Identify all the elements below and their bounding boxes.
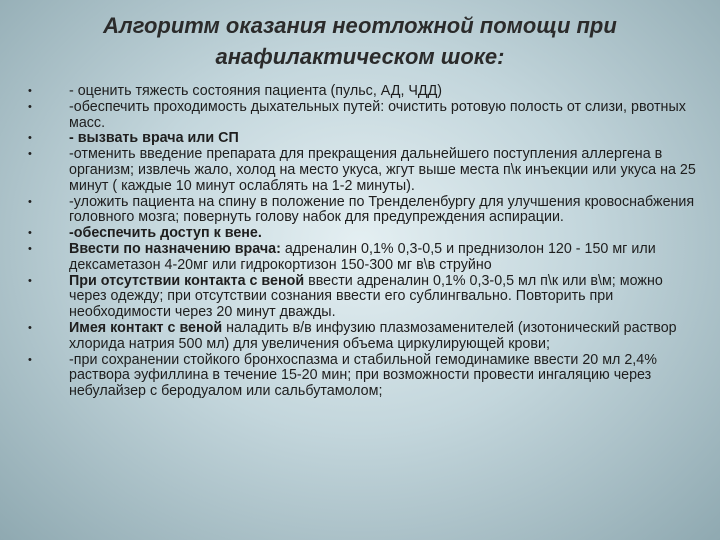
bullet-icon: •	[28, 321, 32, 334]
item-bold-text: При отсутствии контакта с веной	[69, 272, 305, 289]
item-bold-text: - вызвать врача или СП	[69, 130, 239, 147]
bullet-icon: •	[28, 100, 32, 113]
item-bold-text: -обеспечить доступ к вене.	[69, 225, 262, 242]
item-text: -отменить введение препарата для прекращения дальнейшего поступления аллергена в организм; извлечь жало, холод на место укуса, жгут выше места п\к инъекции или укуса на 25 минут ( каждые 10 минут ослаблять на 1-2 минуты).	[69, 146, 696, 194]
title-line-1: Алгоритм оказания неотложной помощи при	[103, 13, 617, 38]
list-item	[28, 242, 698, 274]
list-item	[28, 147, 698, 194]
item-text: -обеспечить проходимость дыхательных путей: очистить ротовую полость от слизи, рвотных масс.	[69, 98, 686, 131]
list-item	[28, 321, 698, 353]
list-item	[28, 353, 698, 400]
list-item	[28, 84, 698, 100]
bullet-icon: •	[28, 353, 32, 366]
list-item	[28, 131, 698, 147]
bullet-icon: •	[28, 227, 32, 240]
item-bold-text: Имея контакт с веной	[69, 319, 223, 336]
list-item	[28, 195, 698, 227]
bullet-icon: •	[28, 242, 32, 255]
item-text: наладить в/в инфузию плазмозаменителей (изотонический раствор хлорида натрия 500 мл) для увеличения объема циркулирующей крови;	[69, 319, 677, 352]
item-bold-text: Ввести по назначению врача:	[69, 240, 281, 257]
item-text: -при сохранении стойкого бронхоспазма и стабильной гемодинамике ввести 20 мл 2,4% раствора эуфиллина в течение 15-20 мин; при возможности провести ингаляцию через небулайзер с беродуалом или сальбутамолом;	[69, 351, 657, 400]
item-text: - оценить тяжесть состояния пациента (пульс, АД, ЧДД)	[69, 83, 443, 99]
list-item	[28, 274, 698, 321]
item-text: -уложить пациента на спину в положение по Тренделенбургу для улучшения кровоснабжения головного мозга; повернуть голову набок для предупреждения аспирации.	[69, 193, 695, 226]
list-item	[28, 100, 698, 132]
slide-title	[40, 10, 680, 72]
bullet-icon: •	[28, 132, 32, 145]
bullet-icon: •	[28, 85, 32, 97]
bullet-icon: •	[28, 274, 32, 287]
item-text: адреналин 0,1% 0,3-0,5 и преднизолон 120 - 150 мг или дексаметазон 4-20мг или гидрокортизон 150-300 мг в\в струйно	[69, 240, 656, 273]
item-text: ввести адреналин 0,1% 0,3-0,5 мл п\к или в\м; можно через одежду; при отсутствии сознания ввести его сублингвально. Повторить при необходимости через 20 минут дважды.	[69, 272, 663, 321]
bullet-icon: •	[28, 195, 32, 208]
list-item	[28, 226, 698, 242]
title-line-2: анафилактическом шоке:	[215, 44, 505, 69]
bullet-icon: •	[28, 148, 32, 161]
algorithm-list	[28, 84, 698, 400]
